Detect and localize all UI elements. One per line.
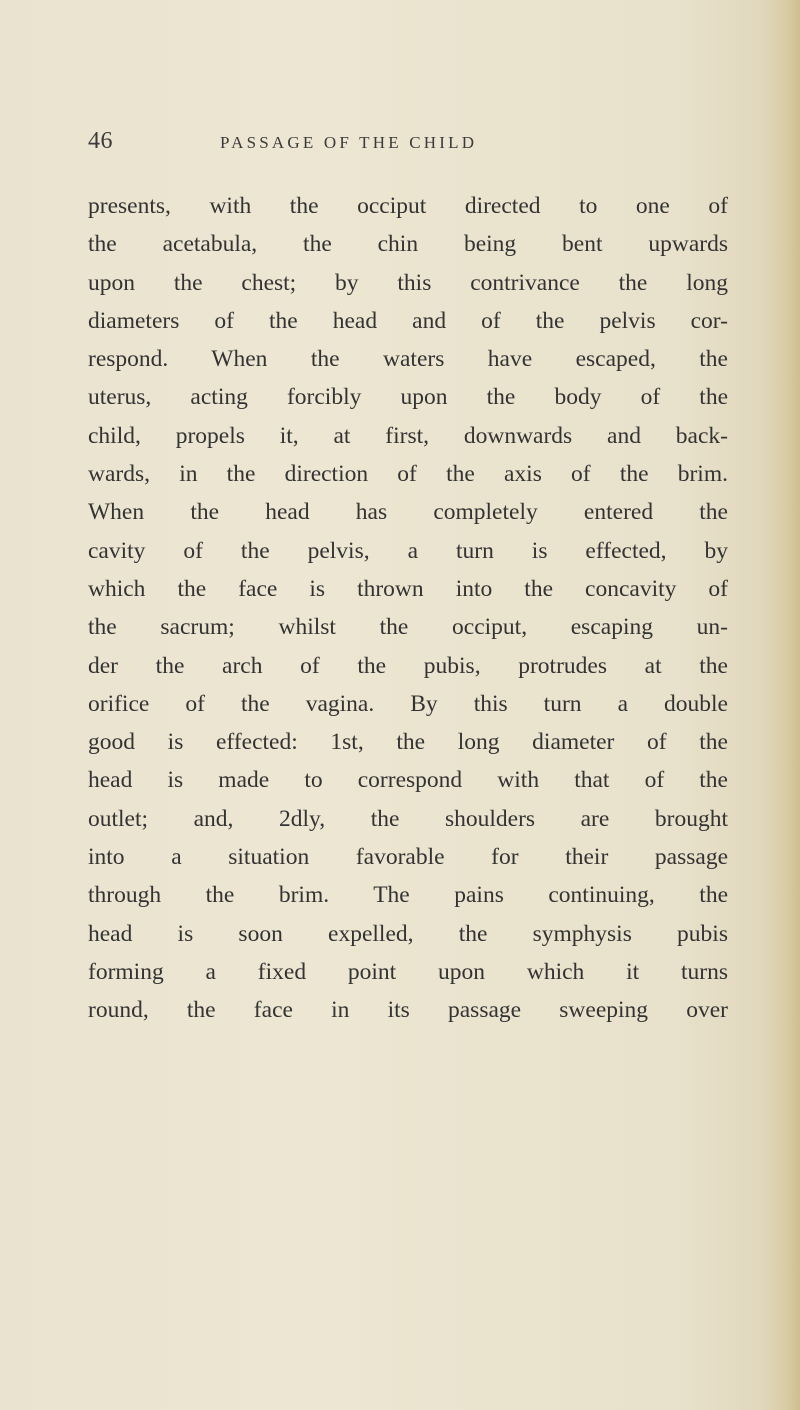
page-edge-shadow: [762, 0, 800, 1410]
text-line: which the face is thrown into the concavity of: [88, 575, 728, 602]
text-line: head is soon expelled, the symphysis pubis: [88, 920, 728, 947]
text-line: wards, in the direction of the axis of the brim.: [88, 461, 728, 488]
text-line: child, propels it, at first, downwards and back-: [88, 422, 728, 449]
text-line: good is effected: 1st, the long diameter of the: [88, 729, 728, 756]
page-header: [88, 128, 748, 162]
text-line: diameters of the head and of the pelvis cor-: [88, 307, 728, 334]
text-line: the sacrum; whilst the occiput, escaping un-: [88, 614, 728, 641]
text-line: presents, with the occiput directed to one of: [88, 193, 728, 219]
text-line: upon the chest; by this contrivance the long: [88, 269, 728, 296]
text-line: forming a fixed point upon which it turns: [88, 958, 728, 985]
text-line: respond. When the waters have escaped, the: [88, 346, 728, 373]
page-number: 46: [88, 128, 113, 154]
text-line: into a situation favorable for their passage: [88, 844, 728, 871]
text-line: When the head has completely entered the: [88, 499, 728, 526]
text-line: the acetabula, the chin being bent upwards: [88, 231, 728, 258]
body-text: [88, 187, 728, 1030]
text-line: outlet; and, 2dly, the shoulders are brought: [88, 805, 728, 832]
text-line: der the arch of the pubis, protrudes at the: [88, 652, 728, 679]
text-line: uterus, acting forcibly upon the body of the: [88, 384, 728, 411]
text-line: round, the face in its passage sweeping over: [88, 997, 728, 1024]
text-line: head is made to correspond with that of the: [88, 767, 728, 794]
running-head: PASSAGE OF THE CHILD: [220, 133, 478, 152]
text-line: through the brim. The pains continuing, the: [88, 882, 728, 909]
text-line: orifice of the vagina. By this turn a double: [88, 690, 728, 717]
text-line: cavity of the pelvis, a turn is effected, by: [88, 537, 728, 564]
